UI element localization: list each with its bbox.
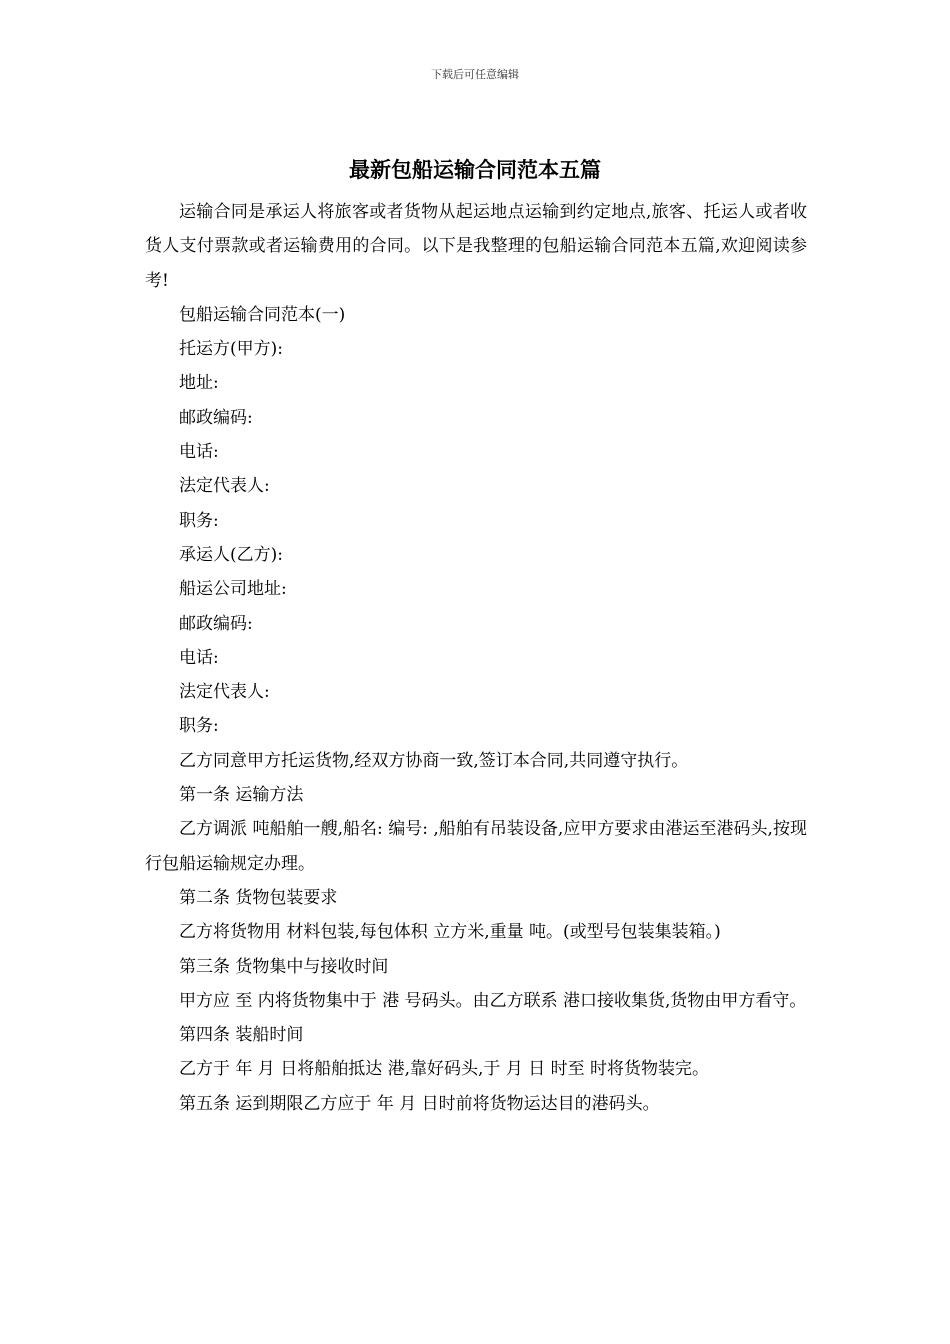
article-heading: 第二条 货物包装要求 <box>179 887 338 908</box>
agreement-paragraph: 乙方同意甲方托运货物,经双方协商一致,签订本合同,共同遵守执行。 <box>179 750 689 771</box>
page-header: 下载后可任意编辑 <box>431 68 519 81</box>
field-phone: 电话: <box>179 647 219 668</box>
field-postcode: 邮政编码: <box>179 613 253 634</box>
field-phone: 电话: <box>179 442 219 463</box>
article-heading: 第四条 装船时间 <box>179 1025 304 1046</box>
article-body: 第五条 运到期限乙方应于 年 月 日时前将货物运达目的港码头。 <box>179 1093 660 1114</box>
field-position: 职务: <box>179 716 219 737</box>
intro-paragraph: 运输合同是承运人将旅客或者货物从起运地点运输到约定地点,旅客、托运人或者收货人支付票款或者运输费用的合同。以下是我整理的包船运输合同范本五篇,欢迎阅读参考! <box>145 202 807 291</box>
article-heading: 第一条 运输方法 <box>179 785 304 806</box>
section-heading: 包船运输合同范本(一) <box>179 304 346 325</box>
field-address: 地址: <box>179 373 219 394</box>
field-legal-representative: 法定代表人: <box>179 682 270 703</box>
article-body: 甲方应 至 内将货物集中于 港 号码头。由乙方联系 港口接收集货,货物由甲方看守。 <box>179 990 807 1011</box>
field-carrier: 承运人(乙方): <box>179 544 283 565</box>
article-body: 乙方将货物用 材料包装,每包体积 立方米,重量 吨。(或型号包装集装箱。) <box>179 922 721 943</box>
field-company-address: 船运公司地址: <box>179 579 287 600</box>
article-heading: 第三条 货物集中与接收时间 <box>179 956 389 977</box>
field-shipper: 托运方(甲方): <box>179 339 283 360</box>
document-body <box>145 195 807 1121</box>
article-body: 乙方调派 吨船舶一艘,船名: 编号: ,船舶有吊装设备,应甲方要求由港运至港码头,按现行包船运输规定办理。 <box>145 819 807 874</box>
field-legal-representative: 法定代表人: <box>179 476 270 497</box>
field-postcode: 邮政编码: <box>179 407 253 428</box>
article-body: 乙方于 年 月 日将船舶抵达 港,靠好码头,于 月 日 时至 时将货物装完。 <box>179 1059 710 1080</box>
document-title: 最新包船运输合同范本五篇 <box>349 157 601 182</box>
field-position: 职务: <box>179 510 219 531</box>
